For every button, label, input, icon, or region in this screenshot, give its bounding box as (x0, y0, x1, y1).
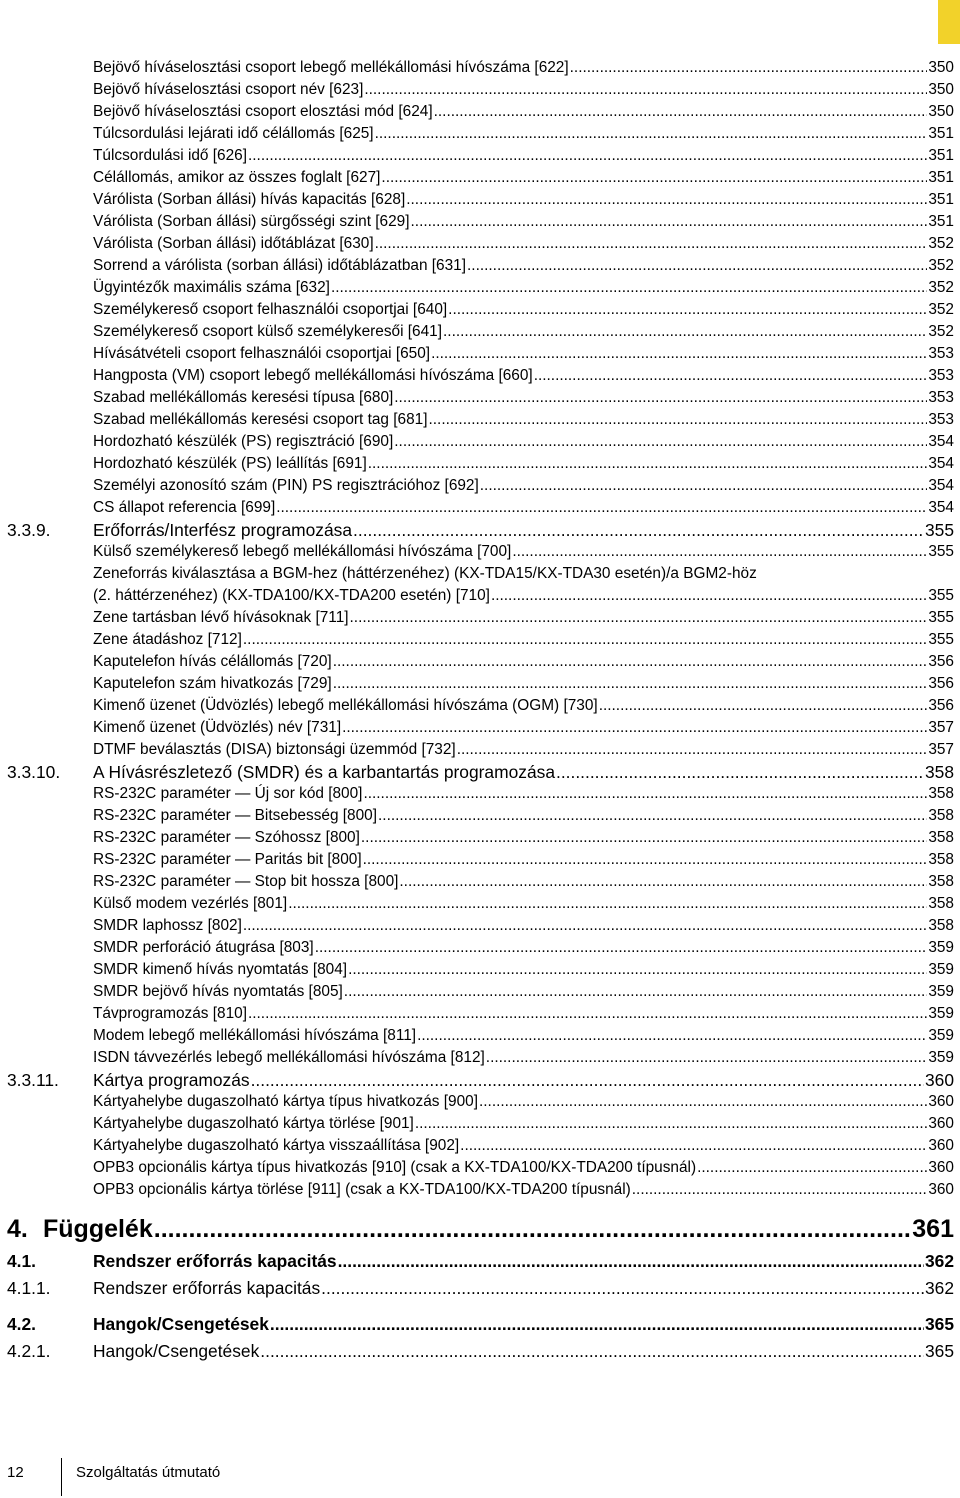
toc-entry[interactable] (0, 915, 960, 937)
entry-title: Szabad mellékállomás keresési típusa [680] (93, 389, 394, 406)
section-title: Kártya programozás (93, 1070, 250, 1090)
entry-page: 359 (928, 961, 954, 978)
entry-title: OPB3 opcionális kártya törlése [911] (csak a KX-TDA100/KX-TDA200 típusnál) (93, 1181, 631, 1198)
entry-title: Bejövő híváselosztási csoport lebegő mellékállomási hívószáma [622] (93, 59, 569, 76)
entry-title: Túlcsordulási idő [626] (93, 147, 247, 164)
section-title: A Hívásrészletező (SMDR) és a karbantartás programozása (93, 762, 555, 782)
section-page: 355 (924, 520, 954, 540)
toc-entry[interactable] (0, 123, 960, 145)
entry-title: Hordozható készülék (PS) regisztráció [690] (93, 433, 394, 450)
dot-leader (361, 827, 927, 849)
dot-leader (556, 761, 924, 783)
dot-leader (406, 189, 927, 211)
section-number: 3.3.11. (7, 1070, 59, 1090)
dot-leader (251, 1069, 924, 1091)
toc-section-4-2[interactable] (0, 1311, 960, 1338)
dot-leader (344, 981, 928, 1003)
toc-entry[interactable] (0, 893, 960, 915)
dot-leader (394, 431, 927, 453)
section-title: Hangok/Csengetések (93, 1314, 269, 1334)
toc-entry[interactable] (0, 453, 960, 475)
section-number: 4.1. (7, 1251, 37, 1271)
toc-entry[interactable] (0, 365, 960, 387)
entry-page: 351 (928, 125, 954, 142)
entry-title-line1: Zeneforrás kiválasztása a BGM-hez (háttérzenéhez) (KX-TDA15/KX-TDA30 esetén)/a BGM2-höz (93, 565, 757, 582)
dot-leader (315, 937, 928, 959)
toc-entry[interactable] (0, 827, 960, 849)
entries-3-3-9-a (0, 541, 960, 563)
entry-page: 354 (928, 477, 954, 494)
entry-title: Ügyintézők maximális száma [632] (93, 279, 330, 296)
entry-page: 359 (928, 1049, 954, 1066)
entry-title: DTMF beválasztás (DISA) biztonsági üzemmód [732] (93, 741, 456, 758)
entries-3-3-9-b (0, 607, 960, 761)
toc-entry[interactable] (0, 497, 960, 519)
entry-title: RS-232C paraméter — Szóhossz [800] (93, 829, 360, 846)
toc-section-4-1-1[interactable] (0, 1275, 960, 1302)
toc-entry[interactable] (0, 959, 960, 981)
toc-entry[interactable] (0, 211, 960, 233)
entry-page: 358 (928, 873, 954, 890)
page-footer (0, 1458, 960, 1498)
dot-leader (697, 1157, 927, 1179)
dot-leader (154, 1210, 912, 1248)
toc-entry[interactable] (0, 321, 960, 343)
section-number: 3.3.10. (7, 762, 61, 782)
entry-page: 352 (928, 301, 954, 318)
dot-leader (429, 409, 928, 431)
toc-entry[interactable] (0, 1157, 960, 1179)
dot-leader (486, 1047, 928, 1069)
entry-page: 352 (928, 257, 954, 274)
dot-leader (411, 211, 928, 233)
toc-entry[interactable] (0, 1113, 960, 1135)
toc-entry[interactable] (0, 849, 960, 871)
entry-page: 351 (928, 191, 954, 208)
dot-leader (434, 101, 928, 123)
entry-page: 354 (928, 455, 954, 472)
entry-title: CS állapot referencia [699] (93, 499, 276, 516)
entry-page: 351 (928, 147, 954, 164)
toc-entry-710[interactable] (0, 563, 960, 607)
entry-title: RS-232C paraméter — Bitsebesség [800] (93, 807, 378, 824)
entry-page: 356 (928, 653, 954, 670)
toc-entry[interactable] (0, 1025, 960, 1047)
toc-entry[interactable] (0, 981, 960, 1003)
toc-section-3-3-11[interactable] (0, 1069, 960, 1091)
chapter-page: 361 (912, 1215, 954, 1243)
dot-leader (333, 673, 928, 695)
entry-title: Kártyahelybe dugaszolható kártya visszaállítása [902] (93, 1137, 460, 1154)
entry-page: 353 (928, 345, 954, 362)
dot-leader (342, 717, 927, 739)
entry-page: 360 (928, 1137, 954, 1154)
dot-leader (338, 1248, 924, 1275)
dot-leader (243, 915, 927, 937)
toc-entry[interactable] (0, 739, 960, 761)
footer-divider (61, 1458, 62, 1496)
dot-leader (599, 695, 928, 717)
section-number: 4.2. (7, 1314, 37, 1334)
entry-page: 356 (928, 675, 954, 692)
chapter-title: Függelék (43, 1215, 153, 1243)
dot-leader (431, 343, 927, 365)
dot-leader (632, 1179, 928, 1201)
dot-leader (394, 387, 927, 409)
toc-entry[interactable] (0, 937, 960, 959)
entry-title: SMDR laphossz [802] (93, 917, 242, 934)
entry-title: Kimenő üzenet (Üdvözlés) lebegő mellékállomási hívószáma (OGM) [730] (93, 697, 598, 714)
toc-entry[interactable] (0, 783, 960, 805)
dot-leader (378, 805, 927, 827)
dot-leader (570, 57, 928, 79)
entries-3-3-10 (0, 783, 960, 1069)
dot-leader (321, 1275, 924, 1302)
entry-title: Kártyahelybe dugaszolható kártya típus hivatkozás [900] (93, 1093, 478, 1110)
entry-title: Hívásátvételi csoport felhasználói csoportjai [650] (93, 345, 431, 362)
section-page: 365 (924, 1341, 954, 1361)
toc-entry[interactable] (0, 277, 960, 299)
section-title: Erőforrás/Interfész programozása (93, 520, 353, 540)
entry-page: 360 (928, 1093, 954, 1110)
entry-page: 357 (928, 741, 954, 758)
dot-leader (248, 145, 927, 167)
toc-section-3-3-10[interactable] (0, 761, 960, 783)
entry-page: 360 (928, 1181, 954, 1198)
section-page: 362 (924, 1251, 954, 1271)
dot-leader (333, 651, 928, 673)
entry-title: Célállomás, amikor az összes foglalt [627] (93, 169, 381, 186)
toc-entry[interactable] (0, 805, 960, 827)
entry-page: 350 (928, 59, 954, 76)
entry-page: 360 (928, 1115, 954, 1132)
entry-page: 359 (928, 939, 954, 956)
dot-leader (353, 519, 924, 541)
toc-entry[interactable] (0, 1091, 960, 1113)
toc-entry[interactable] (0, 607, 960, 629)
spacer (0, 1302, 960, 1311)
entry-title: SMDR perforáció átugrása [803] (93, 939, 314, 956)
entry-title: Személyi azonosító szám (PIN) PS regisztrációhoz [692] (93, 477, 479, 494)
entry-title: Modem lebegő mellékállomási hívószáma [811] (93, 1027, 417, 1044)
entry-page: 352 (928, 235, 954, 252)
entry-page: 351 (928, 213, 954, 230)
entry-page: 357 (928, 719, 954, 736)
entry-page: 358 (928, 785, 954, 802)
toc-chapter-4[interactable] (0, 1210, 960, 1248)
entry-page: 359 (928, 1005, 954, 1022)
entries-3-3-11 (0, 1091, 960, 1201)
entry-page: 358 (928, 807, 954, 824)
entry-page: 360 (928, 1159, 954, 1176)
entry-page: 358 (928, 829, 954, 846)
entry-title: SMDR kimenő hívás nyomtatás [804] (93, 961, 348, 978)
entry-title: Zene átadáshoz [712] (93, 631, 242, 648)
toc-entry[interactable] (0, 651, 960, 673)
toc-entry[interactable] (0, 57, 960, 79)
toc-entry[interactable] (0, 409, 960, 431)
entry-title: Hangposta (VM) csoport lebegő mellékállomási hívószáma [660] (93, 367, 533, 384)
entry-page: 355 (928, 587, 954, 604)
entry-title: Várólista (Sorban állási) sürgősségi szint [629] (93, 213, 410, 230)
section-page: 362 (924, 1278, 954, 1298)
entry-title: Kaputelefon hívás célállomás [720] (93, 653, 332, 670)
dot-leader (460, 1135, 927, 1157)
entry-page: 355 (928, 609, 954, 626)
toc-entry[interactable] (0, 541, 960, 563)
toc-entry[interactable] (0, 101, 960, 123)
chapter-number: 4. (7, 1215, 28, 1243)
entry-page: 353 (928, 411, 954, 428)
entry-title: Bejövő híváselosztási csoport elosztási mód [624] (93, 103, 433, 120)
entry-page: 358 (928, 895, 954, 912)
dot-leader (415, 1113, 927, 1135)
dot-leader (512, 541, 927, 563)
entry-title: RS-232C paraméter — Stop bit hossza [800] (93, 873, 399, 890)
dot-leader (443, 321, 927, 343)
dot-leader (417, 1025, 927, 1047)
dot-leader (399, 871, 927, 893)
toc-entry[interactable] (0, 299, 960, 321)
entry-title: Személykereső csoport külső személykeresői [641] (93, 323, 443, 340)
section-number: 3.3.9. (7, 520, 51, 540)
dot-leader (363, 849, 928, 871)
toc-entry[interactable] (0, 189, 960, 211)
section-number: 4.1.1. (7, 1278, 51, 1298)
dot-leader (270, 1311, 924, 1338)
dot-leader (448, 299, 927, 321)
toc-entry[interactable] (0, 387, 960, 409)
entry-page: 350 (928, 81, 954, 98)
entries-top (0, 57, 960, 519)
entry-page: 358 (928, 851, 954, 868)
section-page: 360 (924, 1070, 954, 1090)
toc-entry[interactable] (0, 629, 960, 651)
toc-entry[interactable] (0, 255, 960, 277)
dot-leader (331, 277, 927, 299)
section-page: 365 (924, 1314, 954, 1334)
entry-page: 351 (928, 169, 954, 186)
toc-entry[interactable] (0, 343, 960, 365)
dot-leader (375, 233, 928, 255)
toc-entry[interactable] (0, 695, 960, 717)
entry-title: RS-232C paraméter — Paritás bit [800] (93, 851, 362, 868)
toc-entry[interactable] (0, 167, 960, 189)
entry-title: Kaputelefon szám hivatkozás [729] (93, 675, 332, 692)
footer-doc-title: Szolgáltatás útmutató (76, 1464, 221, 1481)
toc-entry[interactable] (0, 475, 960, 497)
entry-title: Bejövő híváselosztási csoport név [623] (93, 81, 364, 98)
dot-leader (364, 79, 927, 101)
toc-entry[interactable] (0, 673, 960, 695)
toc-entry[interactable] (0, 717, 960, 739)
entry-title: SMDR bejövő hívás nyomtatás [805] (93, 983, 343, 1000)
toc-entry[interactable] (0, 1047, 960, 1069)
entry-page: 353 (928, 389, 954, 406)
section-title: Hangok/Csengetések (93, 1341, 260, 1361)
entry-title: Kimenő üzenet (Üdvözlés) név [731] (93, 719, 342, 736)
dot-leader (368, 453, 928, 475)
dot-leader (348, 959, 927, 981)
entry-page: 352 (928, 279, 954, 296)
entry-page: 353 (928, 367, 954, 384)
entry-title: Túlcsordulási lejárati idő célállomás [625] (93, 125, 374, 142)
toc-section-3-3-9[interactable] (0, 519, 960, 541)
entry-title: Kártyahelybe dugaszolható kártya törlése [901] (93, 1115, 414, 1132)
dot-leader (243, 629, 927, 651)
entry-page: 354 (928, 433, 954, 450)
entry-page: 358 (928, 917, 954, 934)
toc-entry[interactable] (0, 1003, 960, 1025)
entry-title: Személykereső csoport felhasználói csoportjai [640] (93, 301, 448, 318)
dot-leader (375, 123, 928, 145)
entry-title: OPB3 opcionális kártya típus hivatkozás [910] (csak a KX-TDA100/KX-TDA200 típusnál) (93, 1159, 697, 1176)
dot-leader (480, 475, 928, 497)
entry-title: Külső személykereső lebegő mellékállomási hívószáma [700] (93, 543, 512, 560)
dot-leader (363, 783, 927, 805)
toc-entry[interactable] (0, 871, 960, 893)
entry-page: 355 (928, 631, 954, 648)
entry-page: 354 (928, 499, 954, 516)
toc-entry[interactable] (0, 431, 960, 453)
yellow-tab-marker (938, 0, 960, 44)
entry-title: Távprogramozás [810] (93, 1005, 247, 1022)
entry-page: 359 (928, 983, 954, 1000)
entry-page: 352 (928, 323, 954, 340)
toc-entry[interactable] (0, 79, 960, 101)
entry-title: RS-232C paraméter — Új sor kód [800] (93, 785, 363, 802)
dot-leader (534, 365, 928, 387)
dot-leader (260, 1338, 924, 1365)
entry-title: Várólista (Sorban állási) hívás kapacitás [628] (93, 191, 406, 208)
dot-leader (491, 585, 927, 607)
table-of-contents (0, 57, 960, 1365)
entry-title: Hordozható készülék (PS) leállítás [691] (93, 455, 367, 472)
entry-page: 356 (928, 697, 954, 714)
dot-leader (467, 255, 927, 277)
dot-leader (479, 1091, 927, 1113)
entry-title: Zene tartásban lévő hívásoknak [711] (93, 609, 349, 626)
entry-page: 355 (928, 543, 954, 560)
section-number: 4.2.1. (7, 1341, 51, 1361)
dot-leader (276, 497, 927, 519)
entry-page: 359 (928, 1027, 954, 1044)
dot-leader (248, 1003, 927, 1025)
entry-title: Várólista (Sorban állási) időtáblázat [630] (93, 235, 374, 252)
entry-page: 350 (928, 103, 954, 120)
dot-leader (381, 167, 927, 189)
entry-title: Külső modem vezérlés [801] (93, 895, 288, 912)
toc-entry[interactable] (0, 1179, 960, 1201)
section-page: 358 (924, 762, 954, 782)
dot-leader (350, 607, 928, 629)
toc-entry[interactable] (0, 1135, 960, 1157)
entry-title: ISDN távvezérlés lebegő mellékállomási hívószáma [812] (93, 1049, 485, 1066)
entry-title: Sorrend a várólista (sorban állási) időtáblázatban [631] (93, 257, 467, 274)
section-title: Rendszer erőforrás kapacitás (93, 1251, 337, 1271)
toc-section-4-1[interactable] (0, 1248, 960, 1275)
toc-entry[interactable] (0, 145, 960, 167)
entry-title: Szabad mellékállomás keresési csoport tag [681] (93, 411, 428, 428)
toc-section-4-2-1[interactable] (0, 1338, 960, 1365)
footer-page-number: 12 (7, 1464, 24, 1481)
entry-title-line2: (2. háttérzenéhez) (KX-TDA100/KX-TDA200 esetén) [710] (93, 587, 490, 604)
dot-leader (457, 739, 928, 761)
toc-entry[interactable] (0, 233, 960, 255)
section-title: Rendszer erőforrás kapacitás (93, 1278, 321, 1298)
dot-leader (288, 893, 927, 915)
